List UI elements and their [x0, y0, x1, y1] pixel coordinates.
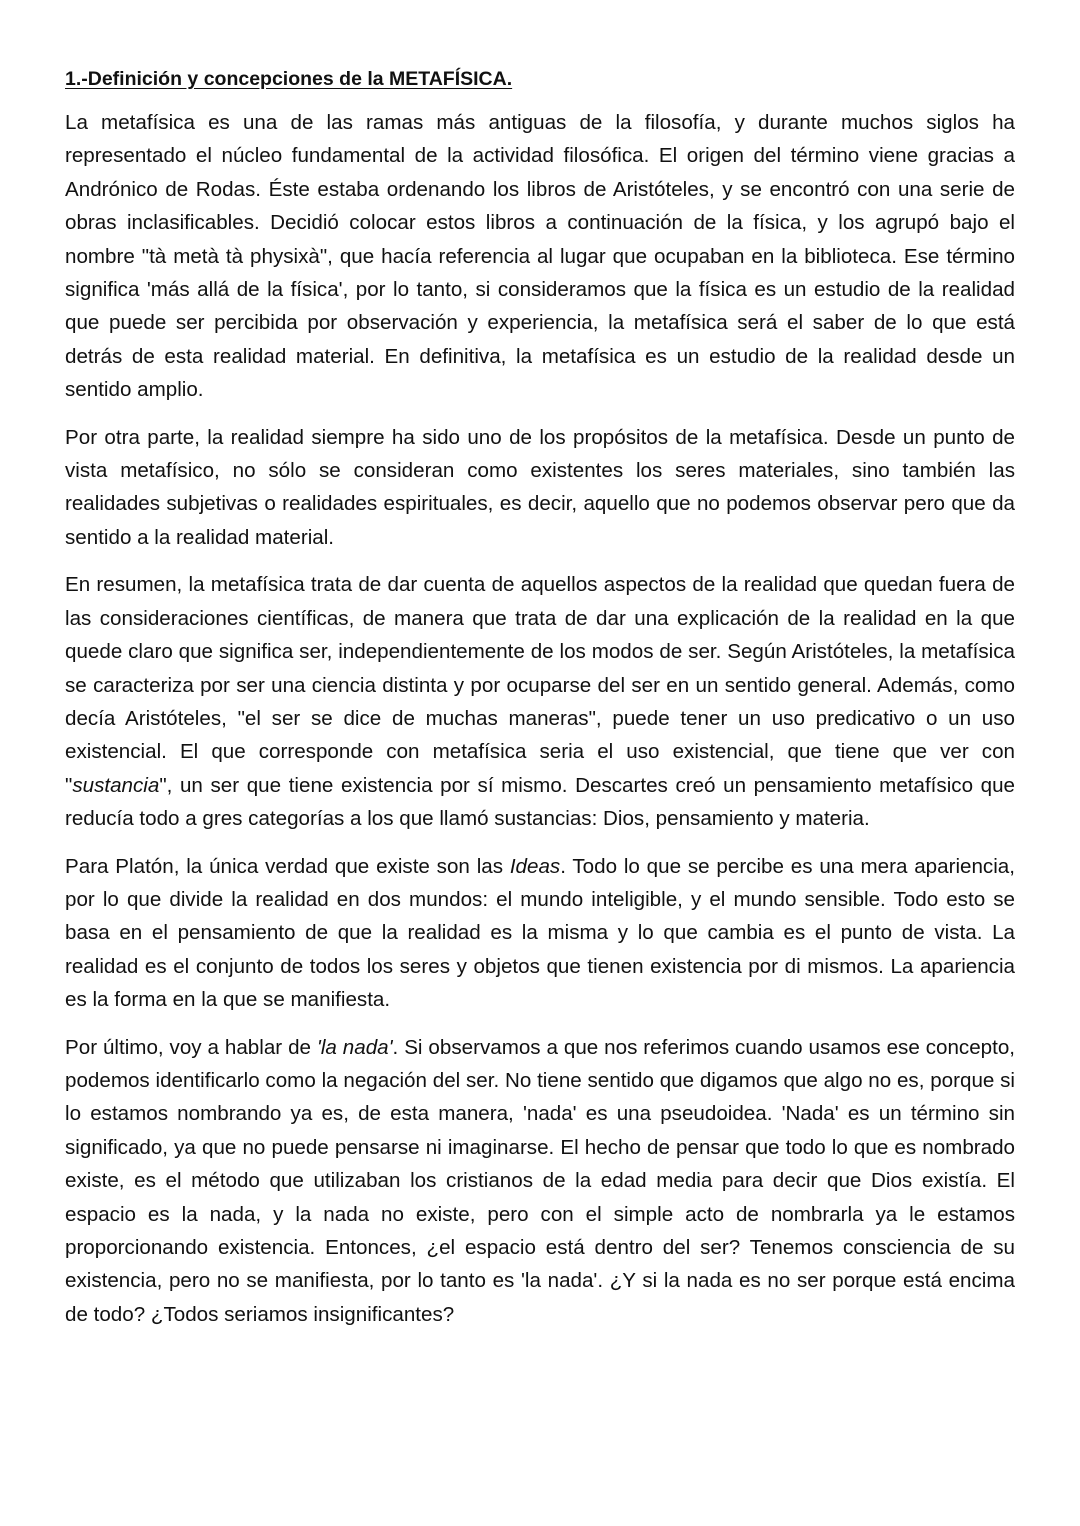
paragraph-nothingness [65, 1031, 1015, 1332]
section-title: 1.-Definición y concepciones de la METAFÍSICA. [65, 68, 513, 90]
paragraph-text: Por último, voy a hablar de [65, 1035, 317, 1059]
paragraph-text: . Si observamos a que nos referimos cuando usamos ese concepto, podemos identificarlo como la negación del ser. No tiene sentido que digamos que algo no es, porque si lo estamos nombrando ya es, de esta manera, 'nada' es una pseudoidea. 'Nada' es un término sin significado, ya que no puede pensarse ni imaginarse. El hecho de pensar que todo lo que es nombrado existe, es el método que utilizaban los cristianos de la edad media para decir que Dios existía. El espacio es la nada, y la nada no existe, pero con el simple acto de nombrarla ya le estamos proporcionando existencia. Entonces, ¿el espacio está dentro del ser? Tenemos consciencia de su existencia, pero no se manifiesta, por lo tanto es 'la nada'. ¿Y si la nada es no ser porque está encima de todo? ¿Todos seriamos insignificantes? [65, 1035, 1016, 1326]
paragraph-text: ", un ser que tiene existencia por sí mismo. Descartes creó un pensamiento metafísico que reducía todo a gres categorías a los que llamó sustancias: Dios, pensamiento y materia. [65, 773, 1015, 831]
italic-term: Ideas [509, 854, 561, 878]
paragraph-text: Para Platón, la única verdad que existe son las [65, 854, 510, 878]
italic-term: 'la nada' [316, 1035, 393, 1059]
paragraph-text: La metafísica es una de las ramas más antiguas de la filosofía, y durante muchos siglos ha representado el núcleo fundamental de la actividad filosófica. El origen del término viene gracias a Andrónico de Rodas. Éste estaba ordenando los libros de Aristóteles, y se encontró con una serie de obras inclasificables. Decidió colocar estos libros a continuación de la física, y los agrupó bajo el nombre "tà metà tà physixà", que hacía referencia al lugar que ocupaban en la biblioteca. Ese término significa 'más allá de la física', por lo tanto, si consideramos que la física es un estudio de la realidad que puede ser percibida por observación y experiencia, la metafísica será el saber de lo que está detrás de esta realidad material. En definitiva, la metafísica es un estudio de la realidad desde un sentido amplio. [65, 111, 1015, 402]
paragraph-summary [65, 568, 1015, 835]
document-page [65, 63, 1015, 1345]
paragraph-text: Por otra parte, la realidad siempre ha sido uno de los propósitos de la metafísica. Desde un punto de vista metafísico, no sólo se consideran como existentes los seres materiales, sino también las realidades subjetivas o realidades espirituales, es decir, aquello que no podemos observar pero que da sentido a la realidad material. [65, 425, 1015, 549]
paragraph-plato [65, 850, 1015, 1017]
italic-term: sustancia [72, 773, 160, 797]
paragraph-reality [65, 421, 1015, 555]
paragraph-text: . Todo lo que se percibe es una mera apariencia, por lo que divide la realidad en dos mundos: el mundo inteligible, y el mundo sensible. Todo esto se basa en el pensamiento de que la realidad es la misma y lo que cambia es el punto de vista. La realidad es el conjunto de todos los seres y objetos que tienen existencia por di mismos. La apariencia es la forma en la que se manifiesta. [65, 854, 1015, 1012]
paragraph-origin [65, 106, 1015, 407]
paragraph-text: En resumen, la metafísica trata de dar cuenta de aquellos aspectos de la realidad que quedan fuera de las consideraciones científicas, de manera que trata de dar una explicación de la realidad en la que quede claro que significa ser, independientemente de los modos de ser. Según Aristóteles, la metafísica se caracteriza por ser una ciencia distinta y por ocuparse del ser en un sentido general. Además, como decía Aristóteles, "el ser se dice de muchas maneras", puede tener un uso predicativo o un uso existencial. El que corresponde con metafísica seria el uso existencial, que tiene que ver con " [65, 573, 1015, 797]
